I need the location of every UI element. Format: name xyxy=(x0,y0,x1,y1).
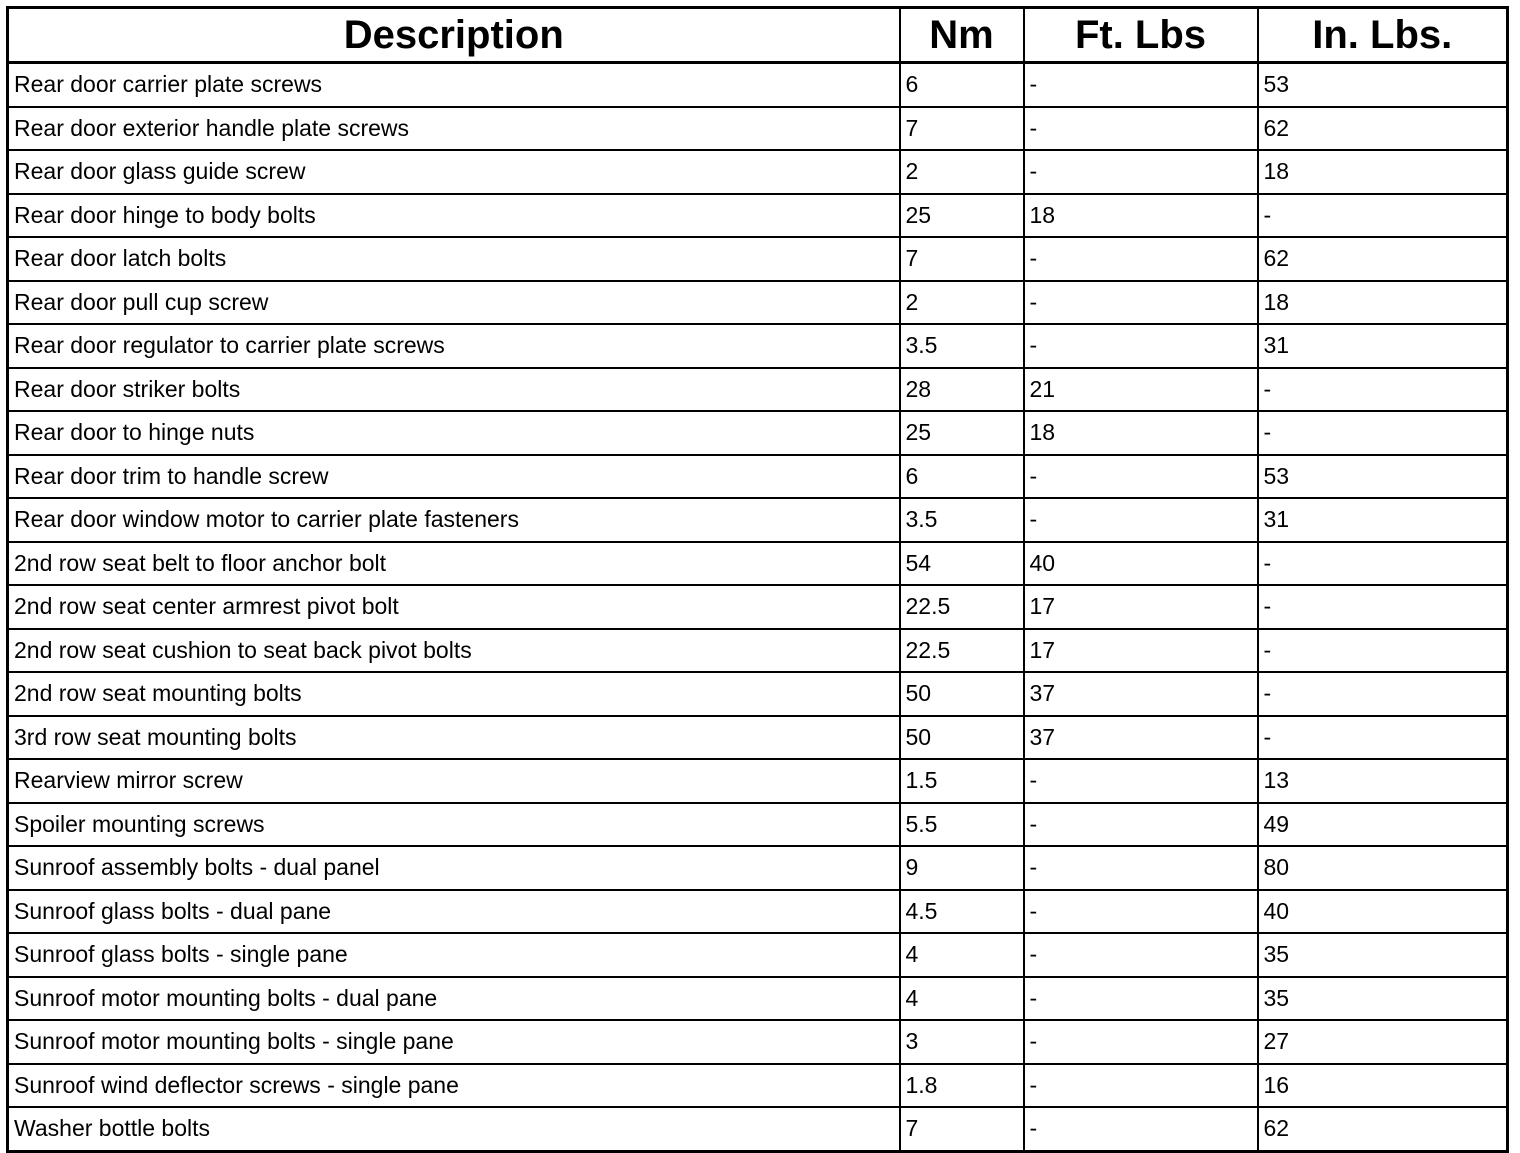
cell-ft-lbs: 21 xyxy=(1024,368,1258,412)
cell-ft-lbs: - xyxy=(1024,150,1258,194)
column-header-in-lbs: In. Lbs. xyxy=(1258,8,1508,63)
cell-nm: 9 xyxy=(900,846,1024,890)
cell-nm: 3.5 xyxy=(900,324,1024,368)
table-row xyxy=(8,1020,1508,1064)
table-row xyxy=(8,759,1508,803)
cell-ft-lbs: - xyxy=(1024,803,1258,847)
cell-ft-lbs: 17 xyxy=(1024,629,1258,673)
cell-description: Rear door striker bolts xyxy=(8,368,900,412)
cell-ft-lbs: 18 xyxy=(1024,411,1258,455)
cell-ft-lbs: - xyxy=(1024,977,1258,1021)
cell-ft-lbs: 37 xyxy=(1024,672,1258,716)
cell-description: Rear door glass guide screw xyxy=(8,150,900,194)
table-row xyxy=(8,63,1508,107)
cell-nm: 50 xyxy=(900,716,1024,760)
cell-in-lbs: - xyxy=(1258,672,1508,716)
cell-in-lbs: 31 xyxy=(1258,498,1508,542)
cell-in-lbs: 80 xyxy=(1258,846,1508,890)
cell-description: Washer bottle bolts xyxy=(8,1107,900,1151)
cell-description: Rear door exterior handle plate screws xyxy=(8,107,900,151)
column-header-description: Description xyxy=(8,8,900,63)
cell-ft-lbs: 18 xyxy=(1024,194,1258,238)
cell-in-lbs: - xyxy=(1258,629,1508,673)
cell-nm: 5.5 xyxy=(900,803,1024,847)
cell-nm: 3.5 xyxy=(900,498,1024,542)
cell-in-lbs: 53 xyxy=(1258,455,1508,499)
cell-description: Rear door regulator to carrier plate screws xyxy=(8,324,900,368)
table-row xyxy=(8,629,1508,673)
table-row xyxy=(8,107,1508,151)
cell-in-lbs: 49 xyxy=(1258,803,1508,847)
cell-in-lbs: - xyxy=(1258,368,1508,412)
cell-ft-lbs: - xyxy=(1024,107,1258,151)
cell-in-lbs: 27 xyxy=(1258,1020,1508,1064)
cell-description: Rear door hinge to body bolts xyxy=(8,194,900,238)
cell-nm: 7 xyxy=(900,107,1024,151)
cell-nm: 22.5 xyxy=(900,585,1024,629)
cell-nm: 25 xyxy=(900,194,1024,238)
table-body xyxy=(8,63,1508,1152)
table-row xyxy=(8,542,1508,586)
cell-description: 2nd row seat mounting bolts xyxy=(8,672,900,716)
cell-nm: 22.5 xyxy=(900,629,1024,673)
table-row xyxy=(8,672,1508,716)
table-row xyxy=(8,933,1508,977)
cell-description: Sunroof motor mounting bolts - dual pane xyxy=(8,977,900,1021)
cell-in-lbs: - xyxy=(1258,716,1508,760)
cell-ft-lbs: - xyxy=(1024,455,1258,499)
cell-in-lbs: 53 xyxy=(1258,63,1508,107)
cell-nm: 4.5 xyxy=(900,890,1024,934)
cell-ft-lbs: - xyxy=(1024,498,1258,542)
cell-description: 3rd row seat mounting bolts xyxy=(8,716,900,760)
cell-ft-lbs: - xyxy=(1024,281,1258,325)
column-header-ft-lbs: Ft. Lbs xyxy=(1024,8,1258,63)
cell-description: 2nd row seat cushion to seat back pivot bolts xyxy=(8,629,900,673)
cell-ft-lbs: - xyxy=(1024,63,1258,107)
cell-description: Sunroof assembly bolts - dual panel xyxy=(8,846,900,890)
cell-description: Rear door carrier plate screws xyxy=(8,63,900,107)
cell-nm: 1.8 xyxy=(900,1064,1024,1108)
table-row xyxy=(8,281,1508,325)
cell-in-lbs: 31 xyxy=(1258,324,1508,368)
table-row xyxy=(8,1064,1508,1108)
table-row xyxy=(8,716,1508,760)
cell-ft-lbs: - xyxy=(1024,890,1258,934)
table-row xyxy=(8,411,1508,455)
cell-description: Sunroof motor mounting bolts - single pane xyxy=(8,1020,900,1064)
cell-nm: 2 xyxy=(900,281,1024,325)
cell-in-lbs: - xyxy=(1258,411,1508,455)
cell-ft-lbs: - xyxy=(1024,324,1258,368)
cell-ft-lbs: - xyxy=(1024,1064,1258,1108)
table-row xyxy=(8,368,1508,412)
cell-description: Rear door trim to handle screw xyxy=(8,455,900,499)
cell-nm: 7 xyxy=(900,1107,1024,1151)
cell-in-lbs: 62 xyxy=(1258,237,1508,281)
cell-nm: 28 xyxy=(900,368,1024,412)
cell-ft-lbs: - xyxy=(1024,237,1258,281)
cell-ft-lbs: 37 xyxy=(1024,716,1258,760)
cell-in-lbs: 16 xyxy=(1258,1064,1508,1108)
cell-nm: 6 xyxy=(900,63,1024,107)
table-row xyxy=(8,150,1508,194)
table-row xyxy=(8,455,1508,499)
cell-in-lbs: - xyxy=(1258,542,1508,586)
cell-description: Rearview mirror screw xyxy=(8,759,900,803)
cell-in-lbs: 62 xyxy=(1258,107,1508,151)
cell-nm: 4 xyxy=(900,977,1024,1021)
cell-nm: 54 xyxy=(900,542,1024,586)
cell-ft-lbs: - xyxy=(1024,933,1258,977)
cell-ft-lbs: - xyxy=(1024,1020,1258,1064)
table-row xyxy=(8,890,1508,934)
cell-nm: 4 xyxy=(900,933,1024,977)
cell-in-lbs: - xyxy=(1258,585,1508,629)
cell-description: 2nd row seat center armrest pivot bolt xyxy=(8,585,900,629)
cell-nm: 25 xyxy=(900,411,1024,455)
cell-description: Rear door window motor to carrier plate fasteners xyxy=(8,498,900,542)
cell-in-lbs: 62 xyxy=(1258,1107,1508,1151)
cell-ft-lbs: - xyxy=(1024,846,1258,890)
cell-in-lbs: - xyxy=(1258,194,1508,238)
cell-nm: 3 xyxy=(900,1020,1024,1064)
table-row xyxy=(8,977,1508,1021)
table-row xyxy=(8,194,1508,238)
cell-nm: 7 xyxy=(900,237,1024,281)
cell-in-lbs: 18 xyxy=(1258,281,1508,325)
cell-nm: 1.5 xyxy=(900,759,1024,803)
table-row xyxy=(8,237,1508,281)
cell-description: Rear door pull cup screw xyxy=(8,281,900,325)
table-header-row xyxy=(8,8,1508,63)
cell-description: Spoiler mounting screws xyxy=(8,803,900,847)
cell-in-lbs: 35 xyxy=(1258,933,1508,977)
cell-description: Sunroof glass bolts - single pane xyxy=(8,933,900,977)
table-row xyxy=(8,846,1508,890)
table-row xyxy=(8,585,1508,629)
table-row xyxy=(8,1107,1508,1151)
table-row xyxy=(8,324,1508,368)
cell-ft-lbs: 40 xyxy=(1024,542,1258,586)
cell-description: Rear door latch bolts xyxy=(8,237,900,281)
cell-description: Rear door to hinge nuts xyxy=(8,411,900,455)
table-row xyxy=(8,803,1508,847)
cell-nm: 6 xyxy=(900,455,1024,499)
cell-ft-lbs: - xyxy=(1024,1107,1258,1151)
cell-description: 2nd row seat belt to floor anchor bolt xyxy=(8,542,900,586)
cell-nm: 2 xyxy=(900,150,1024,194)
cell-in-lbs: 40 xyxy=(1258,890,1508,934)
cell-ft-lbs: 17 xyxy=(1024,585,1258,629)
cell-in-lbs: 18 xyxy=(1258,150,1508,194)
torque-specifications-table xyxy=(6,6,1509,1153)
table-row xyxy=(8,498,1508,542)
cell-in-lbs: 35 xyxy=(1258,977,1508,1021)
cell-description: Sunroof glass bolts - dual pane xyxy=(8,890,900,934)
cell-nm: 50 xyxy=(900,672,1024,716)
cell-ft-lbs: - xyxy=(1024,759,1258,803)
column-header-nm: Nm xyxy=(900,8,1024,63)
cell-description: Sunroof wind deflector screws - single pane xyxy=(8,1064,900,1108)
cell-in-lbs: 13 xyxy=(1258,759,1508,803)
